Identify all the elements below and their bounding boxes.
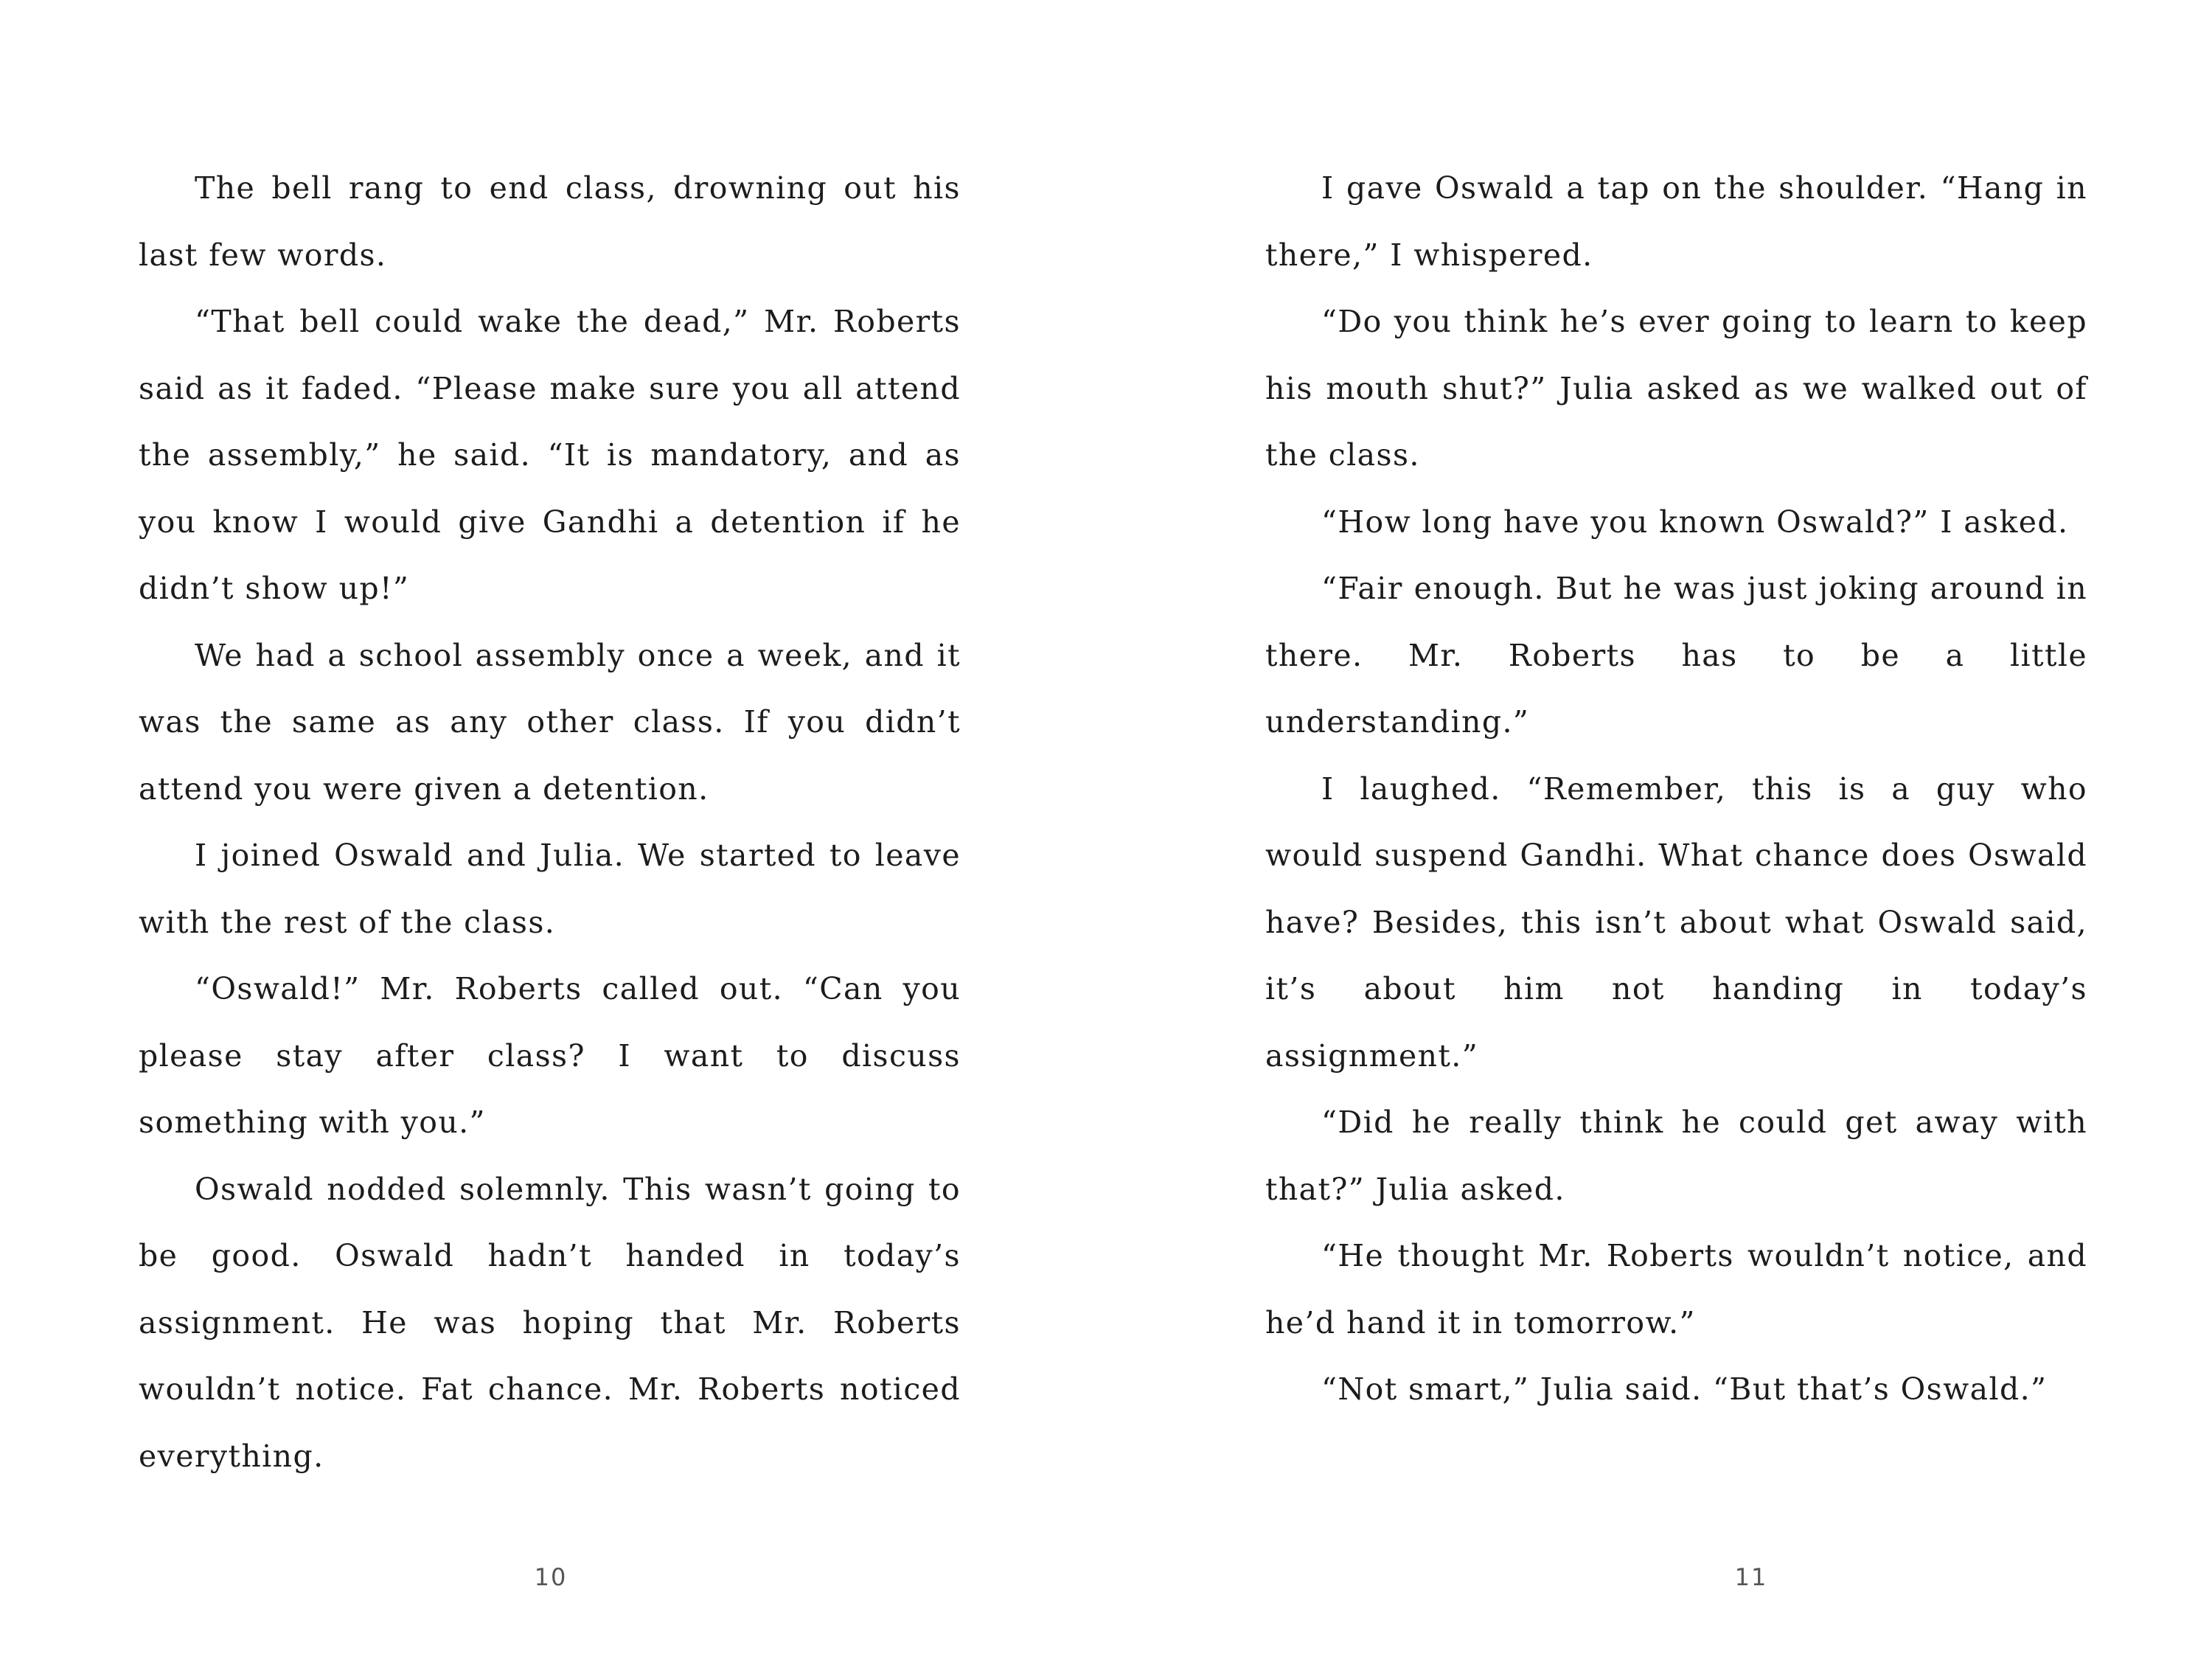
paragraph: “Not smart,” Julia said. “But that’s Oswald.” [1321, 1371, 2048, 1407]
paragraph: “Oswald!” Mr. Roberts called out. “Can you please stay after class? I want to discuss something with you.” [139, 971, 961, 1140]
paragraph: “That bell could wake the dead,” Mr. Roberts said as it faded. “Please make sure you all attend the assembly,” he said. “It is mandatory, and as you know I would give Gandhi a detention if he didn’t show up!” [139, 304, 961, 606]
page-number: 11 [1734, 1563, 1768, 1591]
right-page-text [1265, 155, 2087, 1423]
paragraph: “Did he really think he could get away with that?” Julia asked. [1265, 1105, 2087, 1207]
paragraph: “Do you think he’s ever going to learn to keep his mouth shut?” Julia asked as we walked out of the class. [1265, 304, 2087, 473]
paragraph: “Fair enough. But he was just joking around in there. Mr. Roberts has to be a little understanding.” [1265, 571, 2087, 740]
left-page-text [139, 155, 961, 1489]
paragraph: We had a school assembly once a week, and it was the same as any other class. If you didn’t attend you were given a detention. [139, 637, 961, 807]
paragraph: I laughed. “Remember, this is a guy who would suspend Gandhi. What chance does Oswald have? Besides, this isn’t about what Oswald said, it’s about him not handing in today’s assignment.” [1265, 771, 2087, 1074]
paragraph: “He thought Mr. Roberts wouldn’t notice, and he’d hand it in tomorrow.” [1265, 1238, 2087, 1340]
paragraph: The bell rang to end class, drowning out his last few words. [139, 170, 961, 273]
paragraph: I gave Oswald a tap on the shoulder. “Hang in there,” I whispered. [1265, 170, 2087, 273]
paragraph: Oswald nodded solemnly. This wasn’t going to be good. Oswald hadn’t handed in today’s assignment. He was hoping that Mr. Roberts wouldn’t notice. Fat chance. Mr. Roberts noticed everything. [139, 1171, 961, 1474]
right-page [1106, 0, 2212, 1659]
page-number: 10 [534, 1563, 568, 1591]
paragraph: “How long have you known Oswald?” I asked. [1321, 504, 2069, 540]
paragraph: I joined Oswald and Julia. We started to leave with the rest of the class. [139, 838, 961, 940]
